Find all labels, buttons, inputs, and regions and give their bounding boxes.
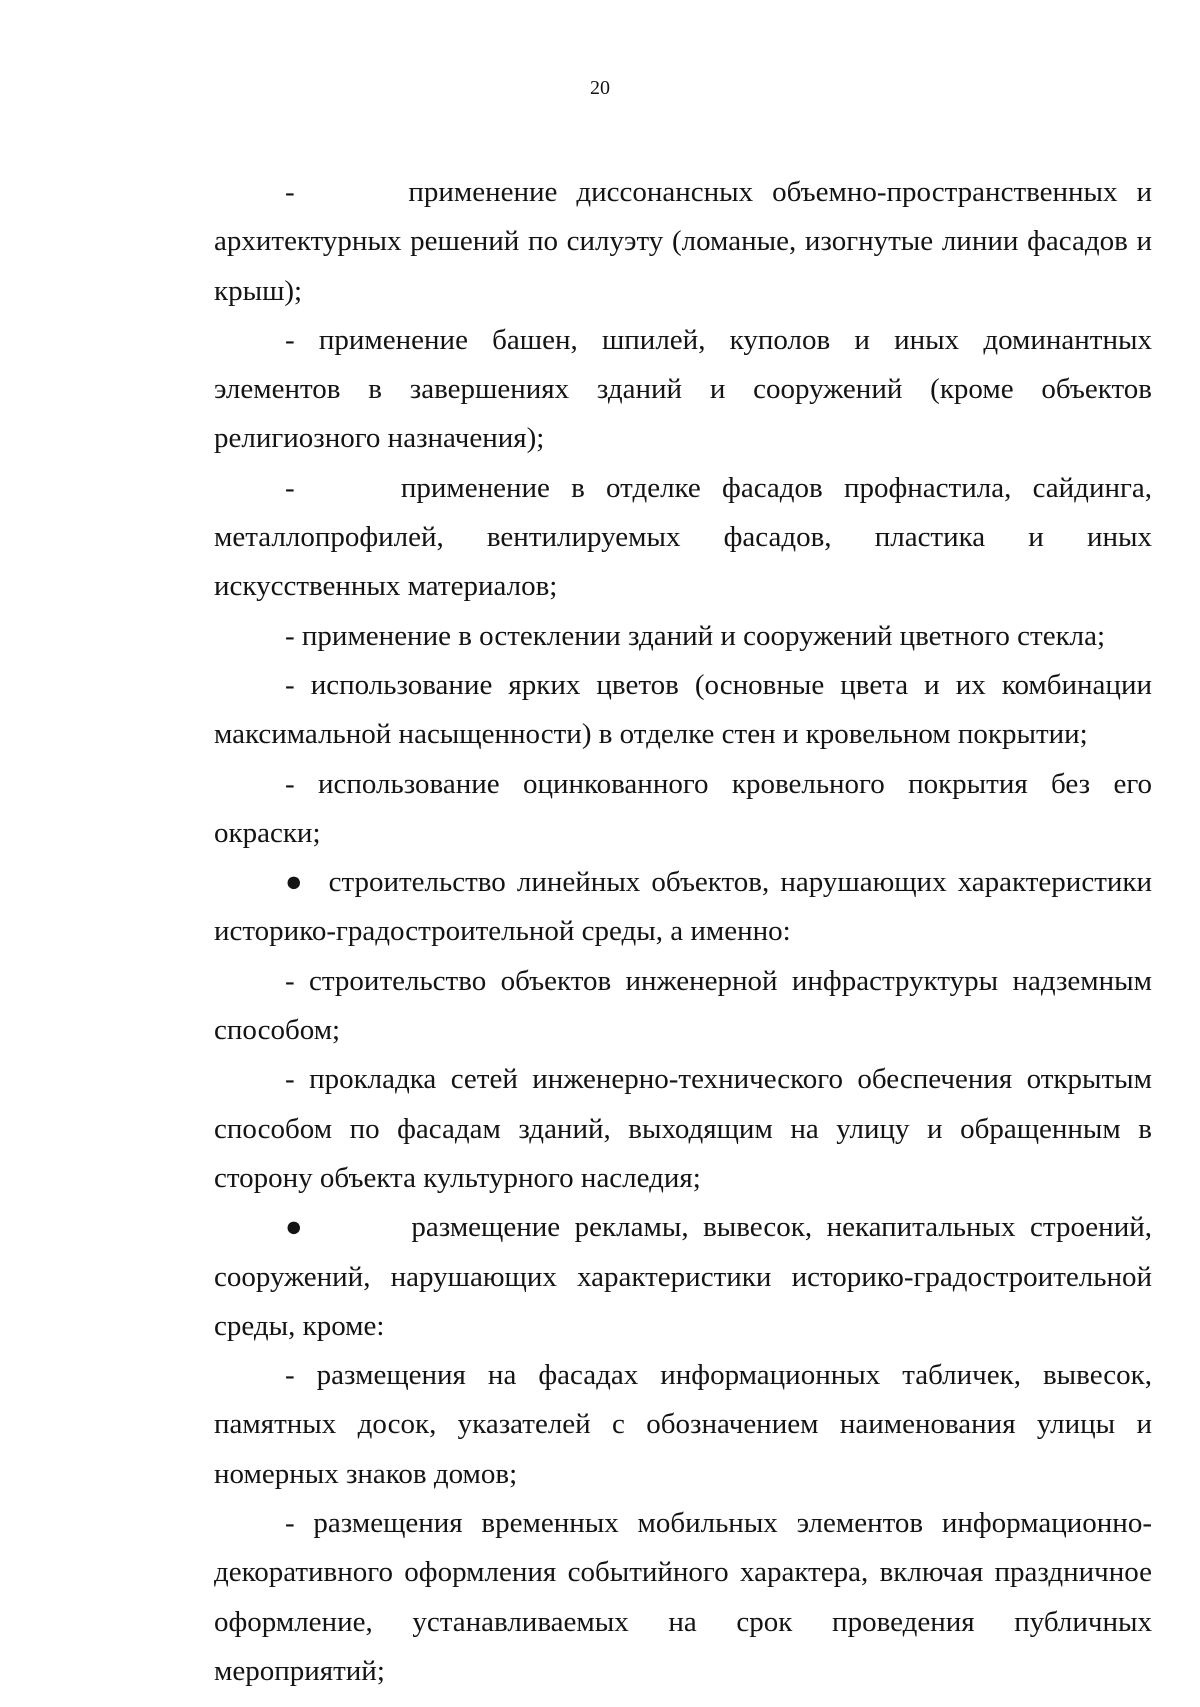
list-item-facade-materials: - применение в отделке фасадов профнастила, сайдинга, металлопрофилей, вентилируемых фасадов, пластика и иных искусственных материалов; (214, 471, 1152, 603)
list-item-above-ground-infrastructure: - строительство объектов инженерной инфраструктуры надземным способом; (214, 964, 1152, 1047)
list-item-colored-glass: - применение в остеклении зданий и сооружений цветного стекла; (285, 619, 1106, 652)
list-item-temporary-decorations: - размещения временных мобильных элементов информационно-декоративного оформления событийного характера, включая праздничное оформление, устанавливаемых на срок проведения публичных мероприятий; (214, 1507, 1152, 1687)
list-item-information-plaques: - размещения на фасадах информационных табличек, вывесок, памятных досок, указателей с обозначением наименования улицы и номерных знаков домов; (214, 1359, 1152, 1490)
bullet-item-linear-objects: ● строительство линейных объектов, нарушающих характеристики историко-градостроительной среды, а именно: (214, 866, 1152, 948)
list-item-open-utility-networks: - прокладка сетей инженерно-технического обеспечения открытым способом по фасадам зданий, выходящим на улицу и обращенным в сторону объекта культурного наследия; (214, 1063, 1152, 1194)
list-item-dissonant-solutions: - применение диссонансных объемно-пространственных и архитектурных решений по силуэту (ломаные, изогнутые линии фасадов и крыш); (214, 176, 1152, 307)
list-item-bright-colors: - использование ярких цветов (основные цвета и их комбинации максимальной насыщенности) в отделке стен и кровельном покрытии; (214, 668, 1152, 751)
page-number: 20 (590, 77, 610, 99)
document-body (214, 168, 1152, 1696)
list-item-towers-spires: - применение башен, шпилей, куполов и иных доминантных элементов в завершениях зданий и сооружений (кроме объектов религиозного назначения); (214, 323, 1152, 455)
list-item-galvanized-roof: - использование оцинкованного кровельного покрытия без его окраски; (214, 767, 1152, 849)
bullet-item-advertising-placement: ● размещение рекламы, вывесок, некапитальных строений, сооружений, нарушающих характеристики историко-градостроительной среды, кроме: (214, 1211, 1152, 1342)
